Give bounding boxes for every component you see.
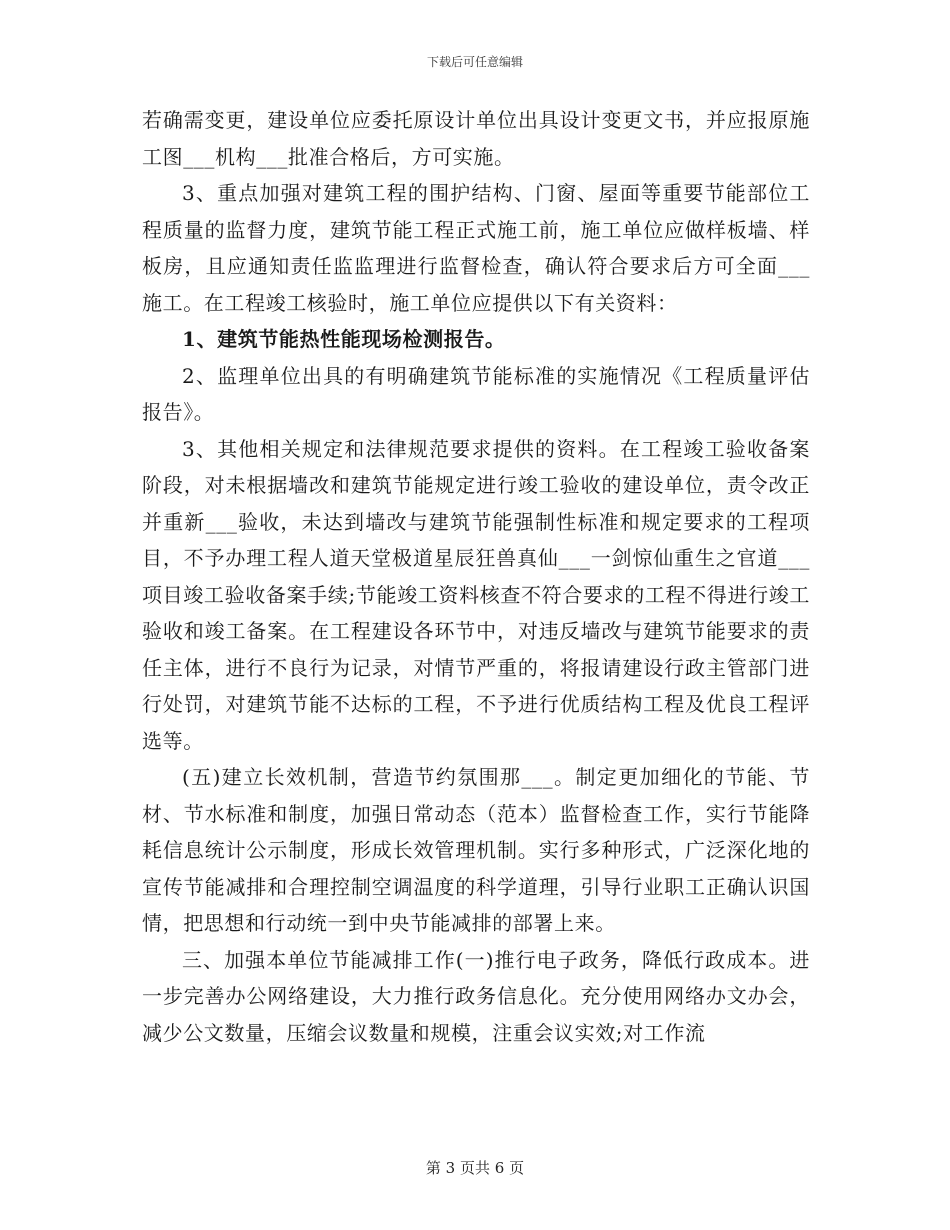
paragraph-5: 3、其他相关规定和法律规范要求提供的资料。在工程竣工验收备案阶段，对未根据墙改和建筑节能规定进行竣工验收的建设单位，责令改正并重新___验收，未达到墙改与建筑节能强制性标准和规定要求的工程项目，不予办理工程人道天堂极道星辰狂兽真仙___一剑惊仙重生之官道___项目竣工验收备案手续;节能竣工资料核查不符合要求的工程不得进行竣工验收和竣工备案。在工程建设各环节中，对违反墙改与建筑节能要求的责任主体，进行不良行为记录，对情节严重的，将报请建设行政主管部门进行处罚，对建筑节能不达标的工程，不予进行优质结构工程及优良工程评选等。 (142, 436, 810, 753)
paragraph-6: (五)建立长效机制，营造节约氛围那___。制定更加细化的节能、节材、节水标准和制度，加强日常动态（范本）监督检查工作，实行节能降耗信息统计公示制度，形成长效管理机制。实行多种形式，广泛深化地的宣传节能减排和合理控制空调温度的科学道理，引导行业职工正确认识国情，把思想和行动统一到中央节能减排的部署上来。 (142, 765, 810, 935)
paragraph-7: 三、加强本单位节能减排工作(一)推行电子政务，降低行政成本。进一步完善办公网络建设，大力推行政务信息化。充分使用网络办文办会，减少公文数量，压缩会议数量和规模，注重会议实效;对工作流 (142, 947, 810, 1045)
paragraph-2: 3、重点加强对建筑工程的围护结构、门窗、屋面等重要节能部位工程质量的监督力度，建筑节能工程正式施工前，施工单位应做样板墙、样板房，且应通知责任监监理进行监督检查，确认符合要求后方可全面___施工。在工程竣工核验时，施工单位应提供以下有关资料： (142, 181, 810, 315)
document-body (142, 102, 810, 1051)
paragraph-1: 若确需变更，建设单位应委托原设计单位出具设计变更文书，并应报原施工图___机构___批准合格后，方可实施。 (142, 108, 810, 169)
paragraph-3-heading: 1、建筑节能热性能现场检测报告。 (182, 327, 506, 351)
page-footer: 第 3 页共 6 页 (425, 1159, 525, 1177)
paragraph-4: 2、监理单位出具的有明确建筑节能标准的实施情况《工程质量评估报告》。 (142, 363, 810, 424)
page-header: 下载后可任意编辑 (426, 55, 523, 69)
